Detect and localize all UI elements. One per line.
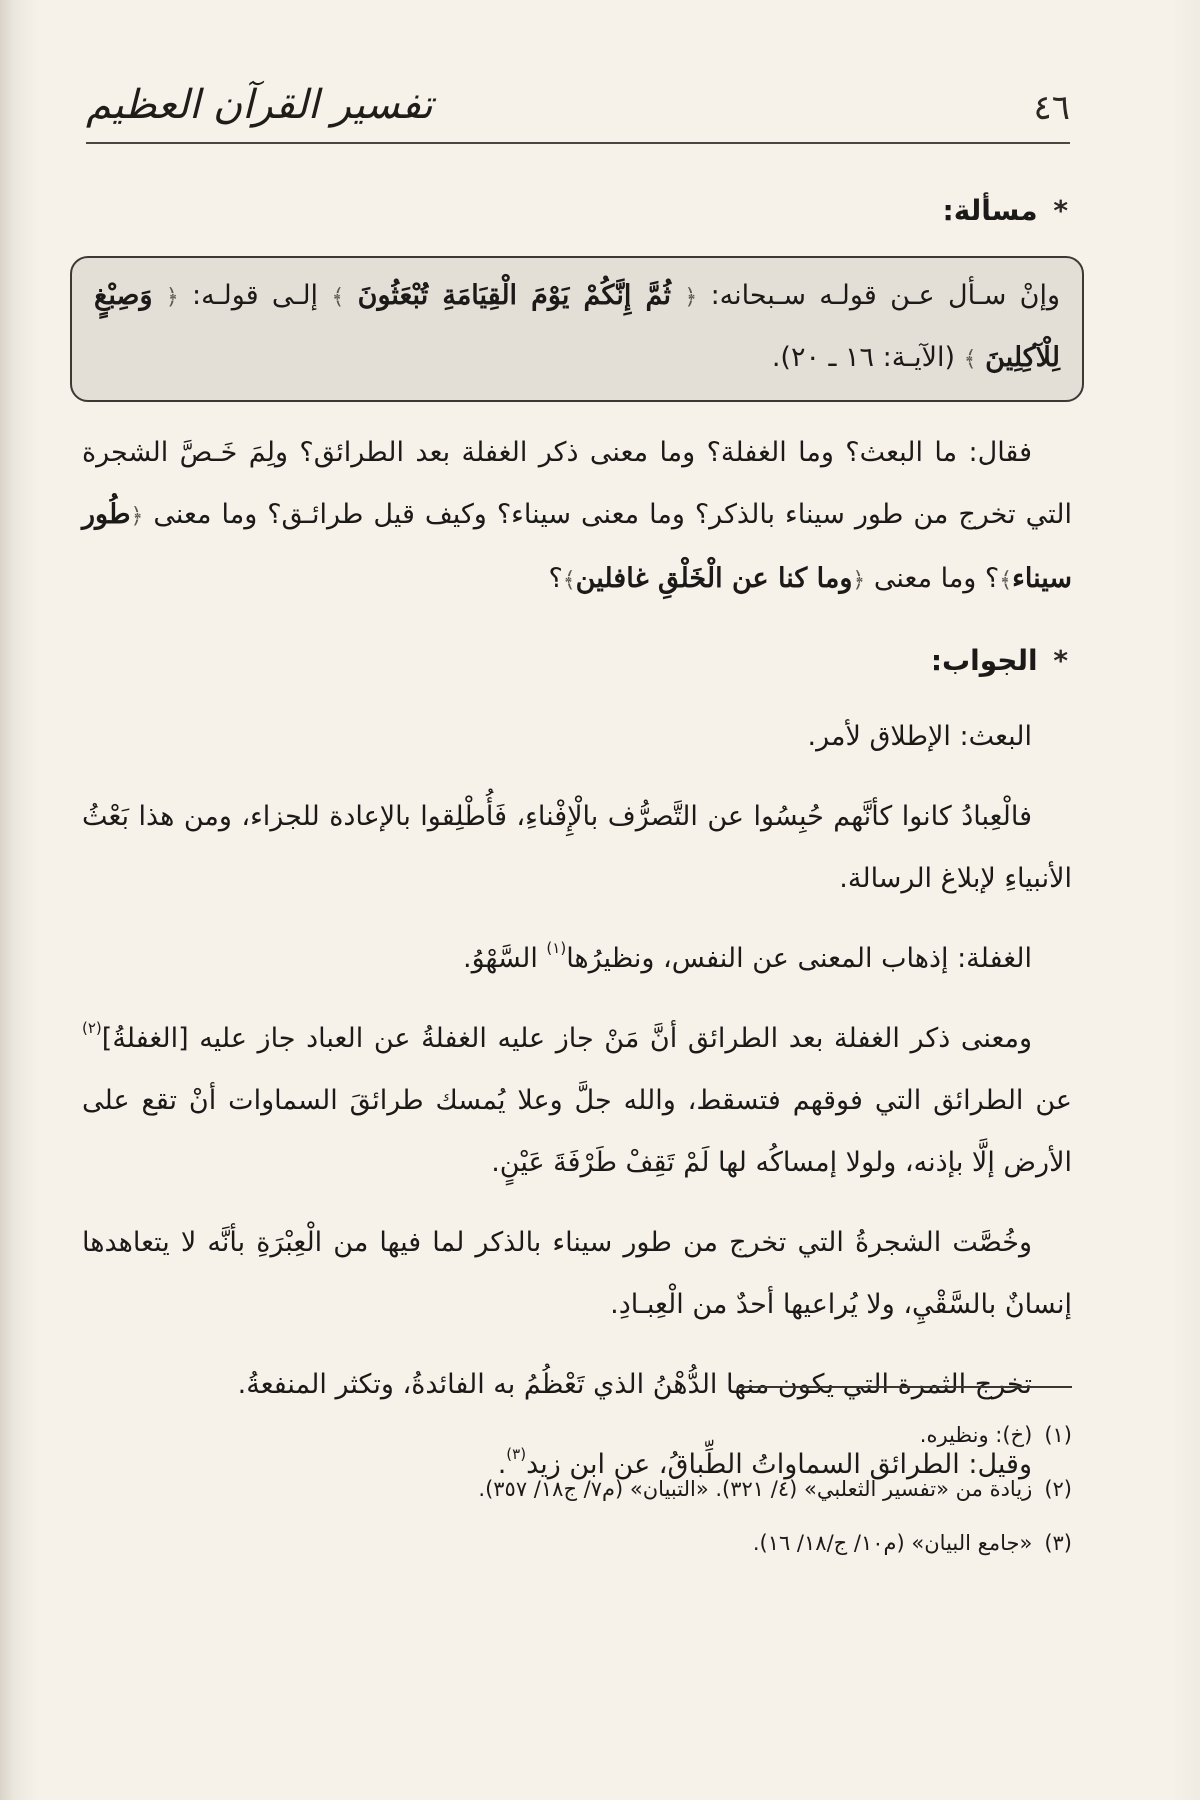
ornate-bracket-open-icon: ﴿ [165, 285, 179, 310]
ornate-bracket-close-icon: ﴾ [963, 347, 977, 372]
paragraph-text: السَّهْوُ. [463, 943, 547, 974]
question-text: ؟ [548, 563, 563, 594]
paragraph-text: وقيل: الطرائق السماواتُ الطِّباقُ، عن ابن زيد [526, 1449, 1032, 1480]
running-header [86, 52, 1070, 144]
verse-start: ثُمَّ إِنَّكُمْ يَوْمَ الْقِيَامَةِ تُبْعَثُونَ [357, 280, 672, 311]
footnote [82, 1410, 1072, 1460]
answer-paragraph [82, 1008, 1072, 1194]
paragraph-text: ومعنى ذكر الغفلة بعد الطرائق أنَّ مَنْ جاز عليه الغفلةُ عن العباد جاز عليه [الغفلةُ] [101, 1023, 1032, 1054]
footnote [82, 1464, 1072, 1514]
footnote-text: (خ): ونظيره. [919, 1423, 1033, 1447]
ornate-bracket-open-icon: ﴿ [852, 568, 866, 593]
ornate-bracket-close-icon: ﴾ [562, 568, 576, 593]
page-number: ٤٦ [1033, 88, 1070, 128]
verse-reference: (الآيـة: ١٦ ـ ٢٠). [771, 342, 956, 373]
footnote-number: (٢) [1044, 1477, 1072, 1501]
question-heading [82, 180, 1068, 242]
answer-paragraph: تخرج الثمرة التي يكون منها الدُّهْنُ الذي تَعْظُمُ به الفائدةُ، وتكثر المنفعةُ. [237, 1369, 1032, 1400]
footnote-text: «جامع البيان» (م١٠/ ج/١٨/ ١٦). [752, 1531, 1033, 1555]
footnote-ref[interactable]: (١) [546, 939, 567, 957]
footnote-divider [737, 1386, 1072, 1388]
footnote-text: زيادة من «تفسير الثعلبي» (٤/ ٣٢١). «التبيان» (م٧/ ج١٨/ ٣٥٧). [478, 1477, 1033, 1501]
paragraph-text: الغفلة: إذهاب المعنى عن النفس، ونظيرُها [566, 943, 1032, 974]
question-paragraph [82, 422, 1072, 612]
question-text: فقال: ما البعث؟ وما الغفلة؟ وما معنى ذكر الغفلة بعد الطرائق؟ ولِمَ خَـصَّ الشجرة التي تخرج من طور سيناء بالذكر؟ وما معنى سيناء؟ وكيف قيل طرائـق؟ وما معنى [82, 437, 1072, 530]
quran-quote: وما كنا عن الْخَلْقِ غافلين [575, 563, 853, 594]
ornate-bracket-close-icon: ﴾ [331, 285, 345, 310]
paragraph-text: عن الطرائق التي فوقهم فتسقط، والله جلَّ وعلا يُمسك طرائقَ السماوات أنْ تقع على الأرض إلَّا بإذنه، ولولا إمساكُه لها لَمْ تَقِفْ طَرْفَةَ عَيْنٍ. [82, 1085, 1072, 1178]
answer-paragraph: البعث: الإطلاق لأمر. [807, 721, 1032, 752]
question-text: ؟ وما معنى [873, 563, 1000, 594]
quran-quote: طُور سيناء [82, 499, 1072, 594]
asterisk-icon: * [1053, 644, 1068, 677]
ornate-bracket-open-icon: ﴿ [130, 504, 144, 529]
answer-heading [82, 630, 1068, 692]
main-text [82, 170, 1072, 1514]
footnotes [82, 1410, 1072, 1572]
verse-end: وَصِبْغٍ لِلْآكِلِينَ [94, 280, 1060, 373]
answer-paragraph [82, 928, 1072, 990]
asterisk-icon: * [1053, 194, 1068, 227]
footnote-number: (١) [1044, 1423, 1072, 1447]
question-heading-label: مسألة: [942, 194, 1038, 227]
footnote [82, 1518, 1072, 1568]
ornate-bracket-close-icon: ﴾ [999, 568, 1013, 593]
answer-paragraph: فالْعِبادُ كانوا كأنَّهم حُبِسُوا عن التَّصرُّف بالْإِفْناءِ، فَأُطْلِقوا بالإعادة للجزاء، ومن هذا بَعْثُ الأنبياءِ لإبلاغ الرسالة. [82, 801, 1072, 894]
footnote-number: (٣) [1044, 1531, 1072, 1555]
paragraph-text: . [497, 1449, 507, 1480]
verse-connector: إلـى قولـه: [192, 280, 319, 311]
answer-heading-label: الجواب: [930, 644, 1038, 677]
verse-box [70, 256, 1084, 402]
footnote-ref[interactable]: (٢) [82, 1019, 102, 1037]
verse-intro: وإنْ سـأل عـن قولـه سـبحانه: [710, 280, 1061, 311]
footnote-ref[interactable]: (٣) [506, 1445, 527, 1463]
ornate-bracket-open-icon: ﴿ [684, 285, 698, 310]
answer-paragraph: وخُصَّت الشجرةُ التي تخرج من طور سيناء بالذكر لما فيها من الْعِبْرَةِ بأنَّه لا يتعاهدها إنسانٌ بالسَّقْيِ، ولا يُراعيها أحدٌ من الْعِبـادِ. [82, 1227, 1072, 1320]
book-title-calligraphy: تفسير القرآن العظيم [86, 82, 433, 128]
